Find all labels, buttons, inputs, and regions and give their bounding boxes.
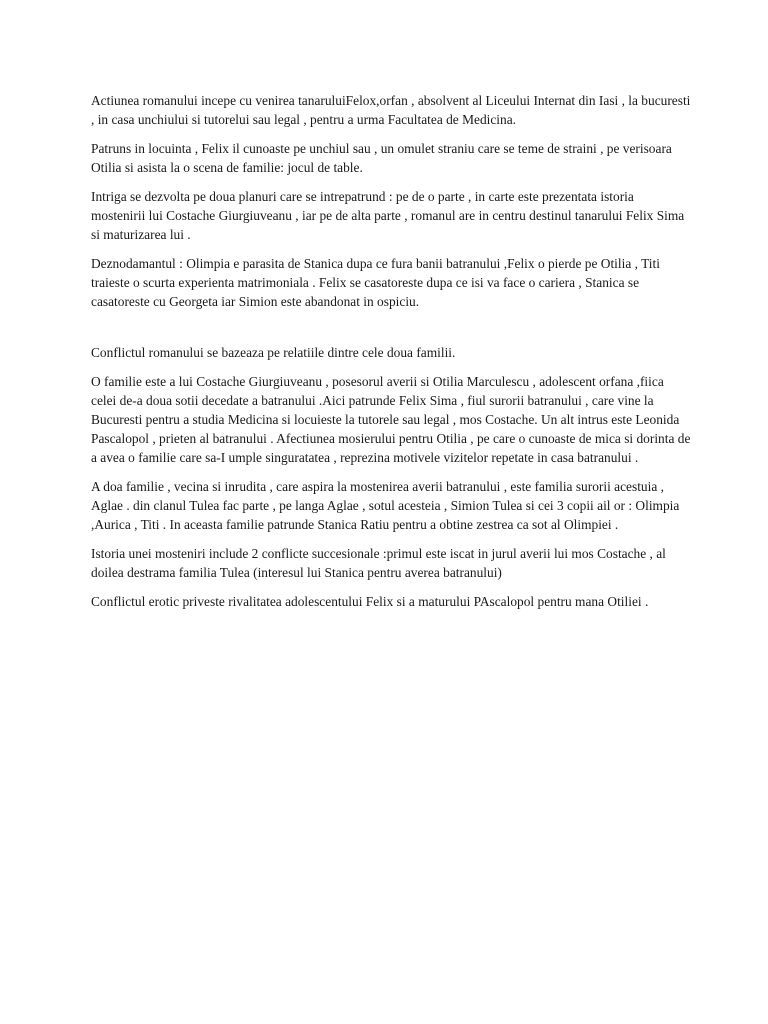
paragraph-conflict-intro: Conflictul romanului se bazeaza pe relatiile dintre cele doua familii. [91,345,456,361]
document-body [91,92,691,623]
paragraph-inheritance-conflicts: Istoria unei mosteniri include 2 conflicte succesionale :primul este iscat in jurul averii lui mos Costache , al doilea destrama familia Tulea (interesul lui Stanica pentru averea batranului) [91,546,666,581]
paragraph-denouement: Deznodamantul : Olimpia e parasita de Stanica dupa ce fura banii batranului ,Felix o pierde pe Otilia , Titi traieste o scurta experienta matrimoniala . Felix se casatoreste dupa ce isi va face o cariera , Stanica se casatoreste cu Georgeta iar Simion este abandonat in ospiciu. [91,256,660,310]
paragraph-erotic-conflict: Conflictul erotic priveste rivalitatea adolescentului Felix si a maturului PAscalopol pentru mana Otiliei . [91,594,649,610]
paragraph-first-family: O familie este a lui Costache Giurgiuveanu , posesorul averii si Otilia Marculescu , adolescent orfana ,fiica celei de-a doua sotii decedate a batranului .Aici patrunde Felix Sima , fiul surorii batranului , care vine la Bucuresti pentru a studia Medicina si locuieste la tutorele sau legal , mos Costache. Un alt intrus este Leonida Pascalopol , prieten al batranului . Afectiunea mosierului pentru Otilia , pe care o cunoaste de mica si dorinta de a avea o familie care sa-I umple singuratatea , reprezina motivele vizitelor repetate in casa batranului . [91,374,691,466]
paragraph-second-family: A doa familie , vecina si inrudita , care aspira la mostenirea averii batranului , este familia surorii acestuia , Aglae . din clanul Tulea fac parte , pe langa Aglae , sotul acesteia , Simion Tulea si cei 3 copii ail or : Olimpia ,Aurica , Titi . In aceasta familie patrunde Stanica Ratiu pentru a obtine zestrea ca sot al Olimpiei . [91,479,680,533]
paragraph-intrigue: Intriga se dezvolta pe doua planuri care se intrepatrund : pe de o parte , in carte este prezentata istoria mostenirii lui Costache Giurgiuveanu , iar pe de alta parte , romanul are in centru destinul tanarului Felix Sima si maturizarea lui . [91,189,685,243]
paragraph-spacer [91,322,691,344]
paragraph-felix-arrival: Patruns in locuinta , Felix il cunoaste pe unchiul sau , un omulet straniu care se teme de straini , pe verisoara Otilia si asista la o scena de familie: jocul de table. [91,141,672,176]
paragraph-plot-start: Actiunea romanului incepe cu venirea tanaruluiFelox,orfan , absolvent al Liceului Internat din Iasi , la bucuresti , in casa unchiului si tutorelui sau legal , pentru a urma Facultatea de Medicina. [91,93,691,127]
